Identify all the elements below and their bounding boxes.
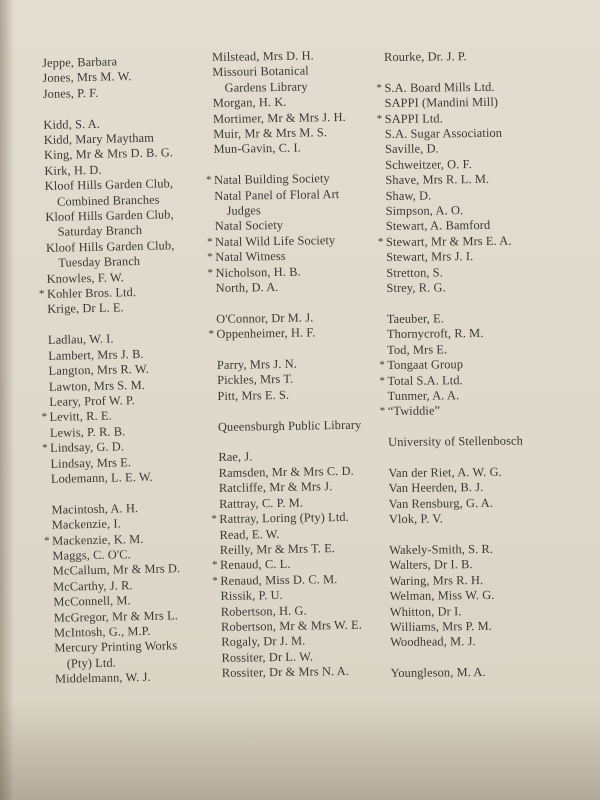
entry-name: Rae, J. — [218, 449, 253, 465]
entry-name: Shaw, D. — [385, 188, 432, 203]
entry-name: Tod, Mrs E. — [387, 342, 448, 357]
entry-name: Thornycroft, R. M. — [386, 326, 484, 342]
entry-name: O'Connor, Dr M. J. — [216, 310, 314, 326]
entry-name: Lodemann, L. E. W. — [50, 469, 153, 486]
entry-name: Muir, Mr & Mrs M. S. — [213, 125, 328, 142]
list-item — [384, 49, 519, 66]
entry-name: Robertson, H. G. — [220, 603, 307, 619]
entry-name: Waring, Mrs R. H. — [389, 572, 484, 588]
entry-name: Natal Society — [214, 218, 284, 234]
name-column-1 — [38, 53, 184, 687]
entry-name: University of Stellenbosch — [388, 433, 523, 450]
list-spacer — [390, 649, 525, 666]
list-item — [389, 511, 524, 528]
entry-name: Maggs, C. O'C. — [52, 547, 131, 563]
entry-name: Kloof Hills Garden Club, — [44, 176, 174, 194]
entry-name: Ramsden, Mr & Mrs C. D. — [218, 463, 354, 480]
asterisk-mark: * — [38, 288, 45, 301]
entry-name: King, Mr & Mrs D. B. G. — [43, 145, 174, 163]
entry-name: Tunmer, A. A. — [387, 388, 460, 403]
list-item — [384, 95, 519, 112]
entry-name: Taeuber, E. — [386, 311, 445, 326]
entry-name: North, D. A. — [215, 280, 279, 296]
entry-name: Tuesday Branch — [58, 254, 141, 270]
entry-name: McIntosh, G., M.P. — [53, 623, 151, 640]
entry-name: Pitt, Mrs E. S. — [217, 387, 290, 403]
asterisk-mark: * — [376, 81, 383, 94]
list-item — [386, 218, 521, 235]
entry-name: Kidd, Mary Maytham — [43, 130, 155, 147]
asterisk-mark: * — [206, 235, 213, 248]
entry-name: Judges — [226, 203, 261, 218]
entry-name: S.A. Board Mills Ltd. — [384, 79, 495, 95]
entry-name: Jones, P. F. — [42, 85, 99, 101]
list-item — [379, 372, 522, 389]
entry-name: Saville, D. — [384, 141, 439, 157]
entry-name: Knowles, F. W. — [46, 270, 124, 286]
entry-name: Strey, R. G. — [386, 280, 446, 296]
entry-name: Kohler Bros. Ltd. — [46, 285, 137, 302]
list-spacer — [384, 64, 519, 81]
entry-name: Stewart, A. Bamford — [385, 218, 491, 234]
entry-name: Stretton, S. — [386, 265, 444, 280]
entry-name: Renaud, C. L. — [219, 557, 291, 573]
entry-name: Robertson, Mr & Mrs W. E. — [220, 617, 363, 634]
list-item — [388, 434, 523, 451]
entry-name: Kidd, S. A. — [43, 116, 101, 132]
list-item — [385, 187, 520, 204]
entry-name: Pickles, Mrs T. — [217, 372, 294, 388]
entry-name: (Pty) Ltd. — [66, 655, 117, 671]
entry-name: Walters, Dr I. B. — [389, 557, 473, 573]
list-item — [222, 664, 366, 682]
entry-name: Woodhead, M. J. — [390, 634, 476, 650]
list-item — [387, 310, 522, 327]
entry-name: Rattray, Loring (Pty) Ltd. — [219, 510, 349, 527]
list-item — [379, 357, 522, 374]
list-item — [385, 172, 520, 189]
asterisk-mark: * — [207, 251, 213, 264]
asterisk-mark: * — [376, 112, 383, 125]
list-item — [390, 603, 525, 620]
asterisk-mark: * — [379, 374, 386, 387]
list-item — [390, 634, 525, 651]
list-item — [389, 495, 524, 512]
list-item — [385, 126, 520, 143]
list-item — [390, 619, 525, 636]
asterisk-mark: * — [44, 534, 50, 547]
asterisk-mark: * — [212, 559, 218, 572]
asterisk-mark: * — [42, 442, 48, 455]
entry-name: Read, E. W. — [219, 526, 280, 542]
entry-name: Mackenzie, I. — [51, 516, 122, 533]
asterisk-mark: * — [207, 266, 214, 279]
entry-name: Mackenzie, K. M. — [52, 531, 144, 548]
list-item — [379, 403, 523, 420]
entry-name: Parry, Mrs J. N. — [216, 356, 298, 373]
entry-name: Rossiter, Dr L. W. — [221, 649, 314, 665]
list-item — [376, 79, 519, 96]
list-spacer — [387, 295, 522, 312]
list-item — [386, 249, 521, 266]
list-item — [385, 156, 520, 173]
entry-name: Williams, Mrs P. M. — [389, 618, 493, 634]
list-item — [389, 480, 524, 497]
entry-name: Reilly, Mr & Mrs T. E. — [219, 541, 336, 557]
list-item — [389, 557, 524, 574]
entry-name: SAPPI Ltd. — [384, 110, 443, 126]
entry-name: Lewis, P. R. B. — [49, 424, 126, 440]
entry-name: Shave, Mrs R. L. M. — [385, 172, 490, 188]
entry-name: Simpson, A. O. — [385, 203, 464, 219]
entry-name: Queensburgh Public Library — [217, 417, 362, 434]
entry-name: Nicholson, H. B. — [215, 264, 301, 280]
entry-name: Lambert, Mrs J. B. — [48, 346, 144, 363]
asterisk-mark: * — [379, 405, 386, 418]
entry-name: Rattray, C. P. M. — [219, 495, 304, 511]
entry-name: Langton, Mrs R. W. — [48, 361, 149, 379]
entry-name: Milstead, Mrs D. H. — [212, 48, 314, 64]
entry-name: Saturday Branch — [57, 223, 143, 240]
list-item — [386, 203, 521, 220]
entry-name: Natal Wild Life Society — [214, 232, 336, 249]
entry-name: SAPPI (Mandini Mill) — [384, 95, 499, 111]
entry-name: Kloof Hills Garden Club, — [45, 238, 175, 255]
list-item — [388, 387, 523, 404]
entry-name: Ladlau, W. I. — [47, 331, 114, 348]
entry-name: Combined Branches — [56, 192, 160, 209]
list-spacer — [389, 526, 524, 543]
entry-name: Kloof Hills Garden Club, — [45, 207, 174, 225]
list-item — [389, 572, 524, 589]
list-item — [386, 264, 521, 281]
entry-name: Lindsay, G. D. — [50, 439, 125, 456]
entry-name: Tongaat Group — [387, 357, 464, 373]
entry-name: Lindsay, Mrs E. — [50, 454, 132, 471]
asterisk-mark: * — [212, 574, 219, 587]
entry-name: Jones, Mrs M. W. — [42, 69, 132, 86]
asterisk-mark: * — [379, 359, 385, 372]
name-column-3 — [376, 49, 525, 682]
entry-name: Leary, Prof W. P. — [49, 393, 135, 409]
list-item — [387, 341, 522, 358]
entry-name: Natal Building Society — [213, 171, 330, 188]
entry-name: Krige, Dr L. E. — [47, 300, 124, 317]
entry-name: Youngleson, M. A. — [390, 665, 486, 681]
list-item — [390, 665, 525, 682]
page-bottom-shadow — [0, 700, 600, 800]
list-item — [377, 233, 521, 250]
entry-name: Mun-Gavin, C. I. — [213, 141, 301, 157]
entry-name: Stewart, Mrs J. I. — [386, 249, 474, 265]
entry-name: Vlok, P. V. — [388, 511, 443, 527]
page-binding-shadow — [0, 0, 14, 800]
list-item — [389, 541, 524, 558]
asterisk-mark: * — [41, 411, 48, 424]
entry-name: S.A. Sugar Association — [384, 125, 503, 142]
entry-name: Middelmann, W. J. — [54, 670, 151, 687]
entry-name: Mercury Printing Works — [54, 638, 178, 656]
entry-name: Morgan, H. K. — [212, 95, 287, 111]
entry-name: Van Rensburg, G. A. — [388, 495, 494, 511]
entry-name: Lawton, Mrs S. M. — [48, 377, 146, 394]
entry-name: Oppenheimer, H. F. — [216, 325, 316, 342]
list-spacer — [388, 449, 523, 466]
entry-name: Natal Witness — [215, 249, 286, 265]
entry-name: Rissik, P. U. — [220, 588, 283, 604]
entry-name: Levitt, R. E. — [49, 408, 112, 425]
list-item — [385, 141, 520, 158]
entry-name: Stewart, Mr & Mrs E. A. — [385, 233, 512, 249]
entry-name: Mortimer, Mr & Mrs J. H. — [212, 109, 346, 126]
entry-name: McCallum, Mr & Mrs D. — [52, 561, 181, 579]
entry-name: Total S.A. Ltd. — [387, 372, 463, 388]
entry-name: “Twiddie” — [387, 403, 441, 419]
list-item — [388, 464, 523, 481]
entry-name: Whitton, Dr I. — [389, 603, 462, 619]
entry-name: Kirk, H. D. — [44, 162, 102, 178]
entry-name: Van der Riet, A. W. G. — [388, 464, 502, 480]
entry-name: Natal Panel of Floral Art — [214, 186, 340, 203]
list-item — [390, 588, 525, 605]
list-item — [386, 280, 521, 297]
asterisk-mark: * — [205, 174, 212, 187]
entry-name: Wakely-Smith, S. R. — [389, 541, 494, 557]
entry-name: Van Heerden, B. J. — [388, 480, 484, 496]
list-item — [387, 326, 522, 343]
entry-name: Missouri Botanical — [212, 63, 309, 80]
entry-name: Renaud, Miss D. C. M. — [220, 571, 338, 588]
asterisk-mark: * — [211, 513, 218, 526]
entry-name: Macintosh, A. H. — [51, 500, 139, 517]
name-column-2 — [205, 48, 365, 682]
entry-name: Jeppe, Barbara — [42, 54, 118, 70]
list-item — [55, 669, 184, 687]
entry-name: Rogaly, Dr J. M. — [221, 633, 306, 650]
list-item — [376, 110, 520, 127]
entry-name: Rossiter, Dr & Mrs N. A. — [221, 664, 350, 681]
entry-name: McGregor, Mr & Mrs L. — [53, 607, 179, 625]
entry-name: Welman, Miss W. G. — [389, 588, 495, 604]
asterisk-mark: * — [208, 328, 215, 341]
entry-name: McConnell, M. — [53, 593, 131, 610]
asterisk-mark: * — [377, 235, 384, 248]
entry-name: Rourke, Dr. J. P. — [384, 49, 467, 64]
entry-name: Ratcliffe, Mr & Mrs J. — [218, 479, 333, 496]
entry-name: Gardens Library — [224, 79, 308, 95]
list-spacer — [388, 418, 523, 435]
entry-name: McCarthy, J. R. — [52, 577, 133, 594]
entry-name: Schweitzer, O. F. — [385, 156, 472, 172]
